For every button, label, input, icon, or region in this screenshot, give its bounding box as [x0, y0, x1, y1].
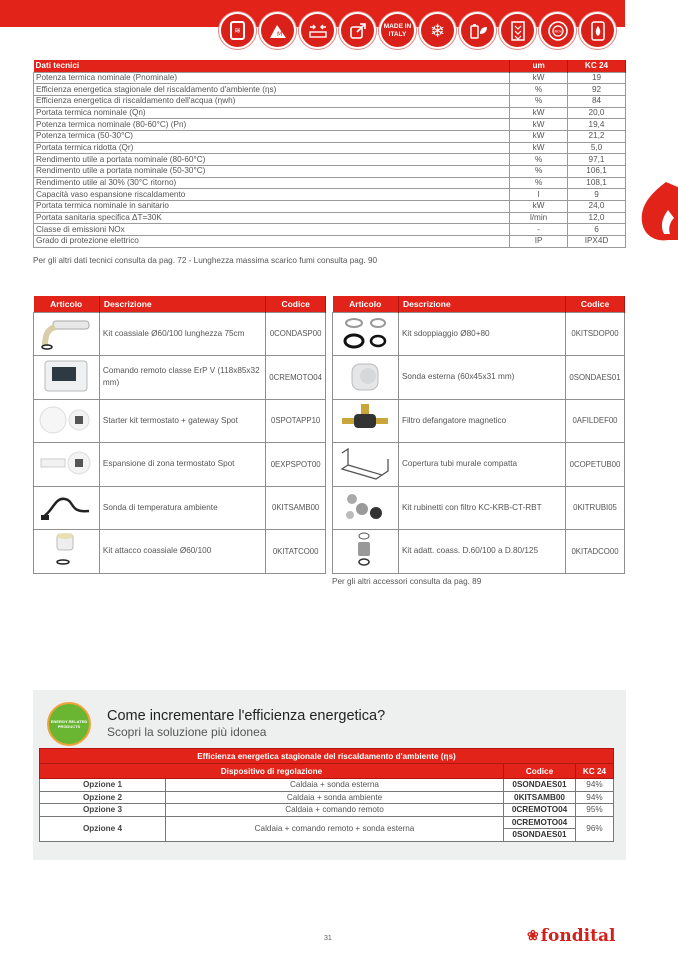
tech-row	[34, 201, 626, 213]
accessory-code: 0SPOTAPP10	[266, 399, 326, 443]
tech-value: 6	[568, 224, 626, 236]
acc-header-description: Descrizione	[99, 296, 265, 312]
accessory-row	[34, 356, 326, 400]
efficiency-value: 94%	[576, 779, 614, 792]
tech-row	[34, 154, 626, 166]
accessory-row	[333, 399, 625, 443]
tech-value: 84	[568, 95, 626, 107]
accessory-row	[34, 399, 326, 443]
tech-label: Portata termica nominale in sanitario	[34, 201, 510, 213]
zone-expansion-image	[34, 443, 100, 487]
svg-text:NOx: NOx	[554, 29, 562, 33]
wifi-app-icon: ≋	[219, 12, 256, 49]
low-nox-icon	[539, 12, 576, 49]
tech-row	[34, 130, 626, 142]
tech-row	[34, 107, 626, 119]
tech-unit: kW	[510, 72, 568, 84]
efficiency-row	[40, 791, 614, 804]
tech-row	[34, 189, 626, 201]
accessory-code: 0CONDASP00	[266, 312, 326, 356]
tech-footnote: Per gli altri dati tecnici consulta da pag. 72 - Lunghezza massima scarico fumi consulta pag. 90	[33, 256, 378, 265]
accessory-row	[333, 530, 625, 574]
accessory-description: Comando remoto classe ErP V (118x85x32 mm)	[99, 356, 265, 400]
tech-value: 92	[568, 84, 626, 96]
accessory-row	[34, 312, 326, 356]
accessory-description: Kit adatt. coass. D.60/100 a D.80/125	[398, 530, 565, 574]
tech-label: Portata termica ridotta (Qr)	[34, 142, 510, 154]
accessory-code: 0CREMOTO04	[266, 356, 326, 400]
split-kit-image	[333, 312, 399, 356]
tech-unit: kW	[510, 142, 568, 154]
svg-text:M: M	[276, 30, 282, 38]
tech-unit: %	[510, 154, 568, 166]
tech-unit: %	[510, 95, 568, 107]
tech-value: 97,1	[568, 154, 626, 166]
efficiency-table-title: Efficienza energetica stagionale del riscaldamento d'ambiente (ηs)	[40, 749, 614, 764]
feature-icons-row	[219, 12, 616, 49]
energy-related-products-badge: ENERGY RELATED PRODUCTS	[47, 702, 91, 746]
efficiency-code: 0KITSAMB00	[504, 791, 576, 804]
tech-row	[34, 177, 626, 189]
temperature-probe-image	[34, 486, 100, 530]
accessory-code: 0SONDAES01	[566, 356, 625, 400]
tech-row	[34, 166, 626, 178]
tech-unit: l	[510, 189, 568, 201]
accessory-row	[34, 443, 326, 487]
acc-header-code: Codice	[266, 296, 326, 312]
efficiency-device: Caldaia + comando remoto	[166, 804, 504, 817]
accessory-code: 0EXPSPOT00	[266, 443, 326, 487]
tech-unit: kW	[510, 119, 568, 131]
coaxial-kit-image	[34, 312, 100, 356]
accessories-footnote: Per gli altri accessori consulta da pag. 89	[332, 577, 482, 586]
efficiency-subtitle: Scopri la soluzione più idonea	[107, 725, 267, 739]
tech-value: 108,1	[568, 177, 626, 189]
accessory-code: 0KITSAMB00	[266, 486, 326, 530]
accessory-row	[333, 312, 625, 356]
tech-unit: IP	[510, 236, 568, 248]
tech-label: Potenza termica nominale (80-60°C) (Pn)	[34, 119, 510, 131]
efficiency-row	[40, 779, 614, 792]
accessory-description: Espansione di zona termostato Spot	[99, 443, 265, 487]
technical-data-table	[33, 60, 626, 248]
tech-row	[34, 95, 626, 107]
tech-value: 5,0	[568, 142, 626, 154]
thermostat-kit-image	[34, 399, 100, 443]
tech-value: 21,2	[568, 130, 626, 142]
tech-value: 19	[568, 72, 626, 84]
snowflake-icon: ❄	[419, 12, 456, 49]
accessory-row	[34, 530, 326, 574]
tech-row	[34, 84, 626, 96]
flame-icon	[579, 12, 616, 49]
side-flame-logo-icon	[640, 180, 678, 242]
tech-row	[34, 142, 626, 154]
efficiency-option: Opzione 4	[40, 816, 166, 841]
efficiency-table	[39, 748, 614, 842]
efficiency-device: Caldaia + comando remoto + sonda esterna	[166, 816, 504, 841]
efficiency-code: 0CREMOTO04	[504, 816, 576, 829]
tech-unit: l/min	[510, 212, 568, 224]
fondital-logo	[527, 926, 615, 946]
tech-value: 9	[568, 189, 626, 201]
accessories-table-left	[33, 296, 326, 574]
battery-leaf-icon	[459, 12, 496, 49]
efficiency-value: 96%	[576, 816, 614, 841]
efficiency-code: 0SONDAES01	[504, 829, 576, 842]
coaxial-adapter-image	[333, 530, 399, 574]
edelweiss-icon: ❀	[527, 928, 539, 944]
acc-header-article: Articolo	[34, 296, 100, 312]
accessory-code: 0KITSDOP00	[566, 312, 625, 356]
efficiency-value: 94%	[576, 791, 614, 804]
tech-value: 24,0	[568, 201, 626, 213]
eff-header-device: Dispositivo di regolazione	[40, 764, 504, 779]
tech-label: Portata termica nominale (Qn)	[34, 107, 510, 119]
page-number: 31	[324, 935, 332, 942]
pipe-cover-image	[333, 443, 399, 487]
efficiency-device: Caldaia + sonda esterna	[166, 779, 504, 792]
mountain-altitude-icon	[259, 12, 296, 49]
heat-exchanger-icon	[499, 12, 536, 49]
accessory-description: Sonda di temperatura ambiente	[99, 486, 265, 530]
tech-row	[34, 236, 626, 248]
acc-header-article: Articolo	[333, 296, 399, 312]
tech-header-um: um	[510, 60, 568, 72]
accessory-code: 0KITRUBI05	[566, 486, 625, 530]
tech-value: IPX4D	[568, 236, 626, 248]
accessory-description: Kit rubinetti con filtro KC-KRB-CT-RBT	[398, 486, 565, 530]
accessory-row	[333, 486, 625, 530]
tech-label: Efficienza energetica di riscaldamento dell'acqua (ηwh)	[34, 95, 510, 107]
efficiency-option: Opzione 3	[40, 804, 166, 817]
accessory-description: Sonda esterna (60x45x31 mm)	[398, 356, 565, 400]
tech-unit: kW	[510, 107, 568, 119]
tech-unit: %	[510, 166, 568, 178]
accessory-description: Copertura tubi murale compatta	[398, 443, 565, 487]
brand-name: fondital	[540, 926, 616, 946]
tech-value: 106,1	[568, 166, 626, 178]
accessory-row	[333, 356, 625, 400]
efficiency-row	[40, 804, 614, 817]
tech-row	[34, 224, 626, 236]
tech-row	[34, 72, 626, 84]
tech-label: Rendimento utile al 30% (30°C ritorno)	[34, 177, 510, 189]
accessory-description: Starter kit termostato + gateway Spot	[99, 399, 265, 443]
remote-control-image	[34, 356, 100, 400]
efficiency-code: 0SONDAES01	[504, 779, 576, 792]
eff-header-code: Codice	[504, 764, 576, 779]
accessories-table-right	[332, 296, 625, 574]
tech-row	[34, 212, 626, 224]
tech-unit: kW	[510, 130, 568, 142]
tech-header-label: Dati tecnici	[34, 60, 510, 72]
efficiency-row	[40, 816, 614, 829]
tech-value: 19,4	[568, 119, 626, 131]
tech-unit: %	[510, 84, 568, 96]
tech-row	[34, 119, 626, 131]
accessory-description: Kit attacco coassiale Ø60/100	[99, 530, 265, 574]
accessory-row	[34, 486, 326, 530]
tech-label: Capacità vaso espansione riscaldamento	[34, 189, 510, 201]
efficiency-value: 95%	[576, 804, 614, 817]
accessory-row	[333, 443, 625, 487]
external-probe-image	[333, 356, 399, 400]
efficiency-option: Opzione 2	[40, 791, 166, 804]
acc-header-description: Descrizione	[398, 296, 565, 312]
accessory-description: Filtro defangatore magnetico	[398, 399, 565, 443]
tech-unit: kW	[510, 201, 568, 213]
magnetic-filter-image	[333, 399, 399, 443]
tech-label: Grado di protezione elettrico	[34, 236, 510, 248]
efficiency-code: 0CREMOTO04	[504, 804, 576, 817]
efficiency-section	[33, 690, 626, 860]
acc-header-code: Codice	[566, 296, 625, 312]
efficiency-option: Opzione 1	[40, 779, 166, 792]
made-in-italy-icon: MADE IN ITALY	[379, 12, 416, 49]
external-link-icon	[339, 12, 376, 49]
coaxial-fitting-image	[34, 530, 100, 574]
tech-label: Potenza termica (50-30°C)	[34, 130, 510, 142]
tech-value: 12,0	[568, 212, 626, 224]
tech-label: Portata sanitaria specifica ΔT=30K	[34, 212, 510, 224]
tech-value: 20,0	[568, 107, 626, 119]
efficiency-device: Caldaia + sonda ambiente	[166, 791, 504, 804]
tech-label: Efficienza energetica stagionale del riscaldamento d'ambiente (ηs)	[34, 84, 510, 96]
eff-header-model: KC 24	[576, 764, 614, 779]
tech-label: Potenza termica nominale (Pnominale)	[34, 72, 510, 84]
efficiency-title: Come incrementare l'efficienza energetica?	[107, 708, 386, 724]
accessory-code: 0KITATCO00	[266, 530, 326, 574]
tech-header-model: KC 24	[568, 60, 626, 72]
tap-kit-image	[333, 486, 399, 530]
tech-unit: -	[510, 224, 568, 236]
tech-label: Classe di emissioni NOx	[34, 224, 510, 236]
tech-unit: %	[510, 177, 568, 189]
accessory-description: Kit coassiale Ø60/100 lunghezza 75cm	[99, 312, 265, 356]
accessory-code: 0AFILDEF00	[566, 399, 625, 443]
accessory-code: 0KITADCO00	[566, 530, 625, 574]
tech-label: Rendimento utile a portata nominale (50-30°C)	[34, 166, 510, 178]
tech-label: Rendimento utile a portata nominale (80-60°C)	[34, 154, 510, 166]
accessory-code: 0COPETUB00	[566, 443, 625, 487]
accessory-description: Kit sdoppiaggio Ø80+80	[398, 312, 565, 356]
compact-dimensions-icon	[299, 12, 336, 49]
